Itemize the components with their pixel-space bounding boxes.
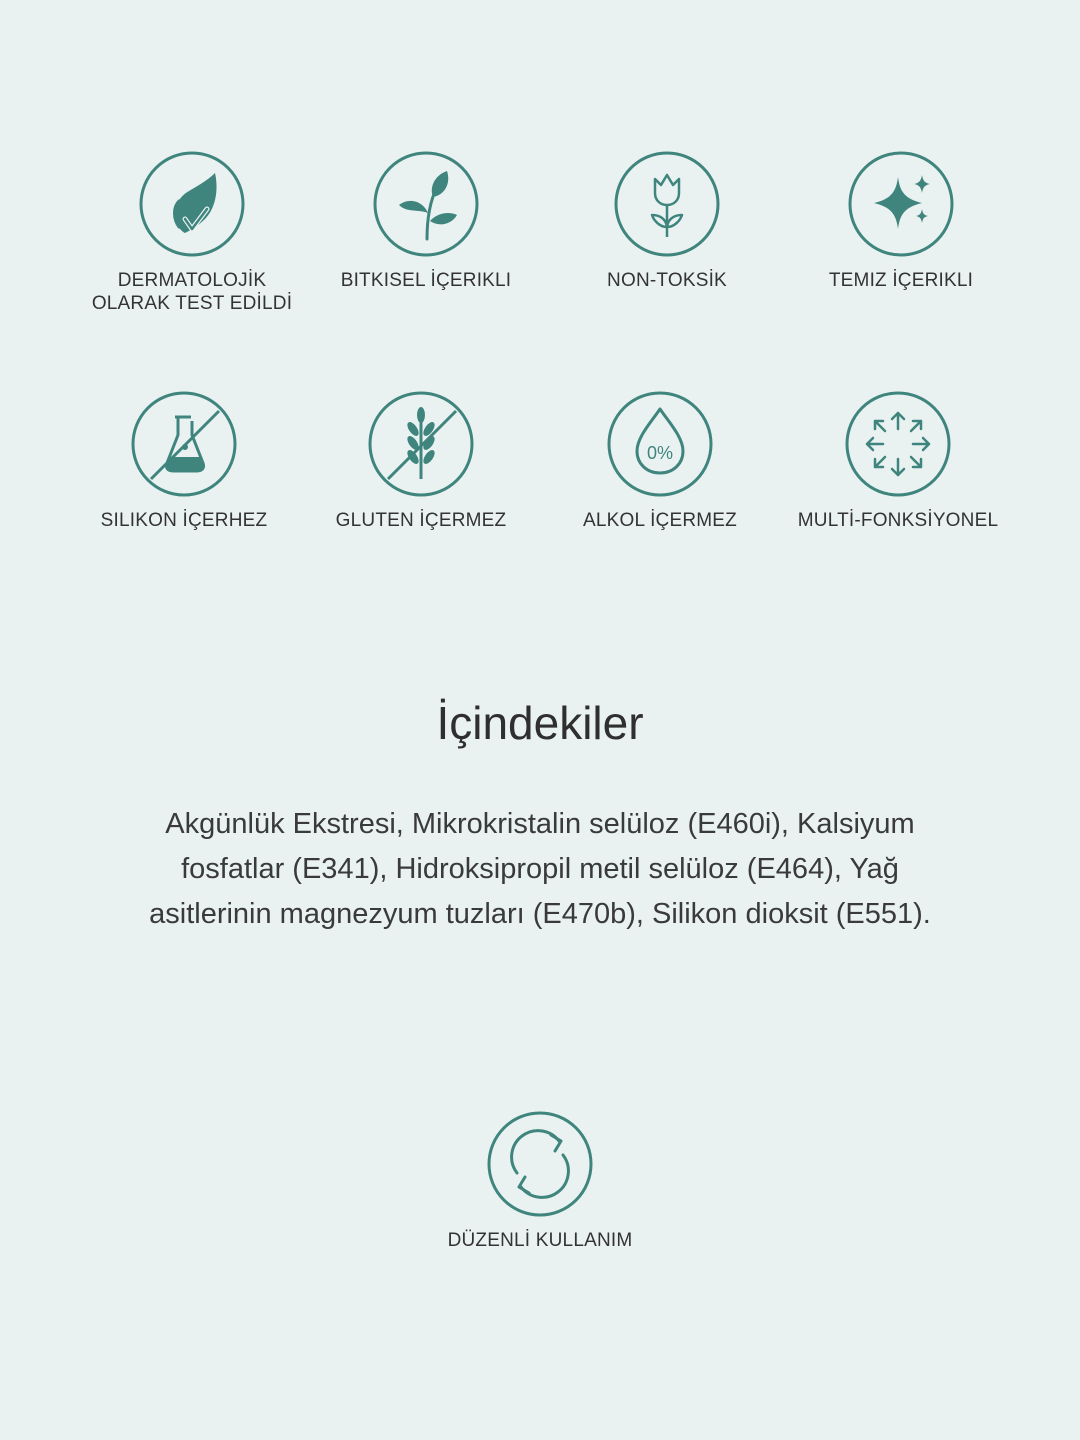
sparkle-icon (848, 151, 954, 257)
alcohol-free-drop-icon (607, 391, 713, 497)
alcohol-free-badge: 0% (646, 443, 674, 463)
ingredients-text: Akgünlük Ekstresi, Mikrokristalin selüloz (E460i), Kalsiyum fosfatlar (E341), Hidroksipropil metil selüloz (E464), Yağ asitlerinin magnezyum tuzları (E470b), Silikon dioksit (E551). (149, 808, 931, 930)
multifunction-arrows-icon (845, 391, 951, 497)
feature-label: BITKISEL İÇERIKLI (340, 270, 512, 291)
feature-label: SILIKON İÇERHEZ (100, 510, 268, 531)
feature-label: NON-TOKSİK (607, 270, 727, 291)
feature-label: MULTİ-FONKSİYONEL (797, 510, 999, 531)
refresh-cycle-icon (487, 1111, 593, 1217)
ingredients-title: İçindekiler (436, 697, 644, 749)
dermatology-leaf-check-icon (139, 151, 245, 257)
tulip-flower-icon (614, 151, 720, 257)
feature-label: GLUTEN İÇERMEZ (335, 510, 507, 531)
feature-label: ALKOL İÇERMEZ (583, 510, 737, 531)
gluten-free-wheat-icon (368, 391, 474, 497)
feature-label: TEMIZ İÇERIKLI (828, 270, 974, 291)
silicone-free-flask-icon (131, 391, 237, 497)
herbal-leaves-icon (373, 151, 479, 257)
usage-label: DÜZENLİ KULLANIM (447, 1230, 633, 1251)
feature-label: DERMATOLOJİK OLARAK TEST EDİLDİ (91, 270, 293, 314)
